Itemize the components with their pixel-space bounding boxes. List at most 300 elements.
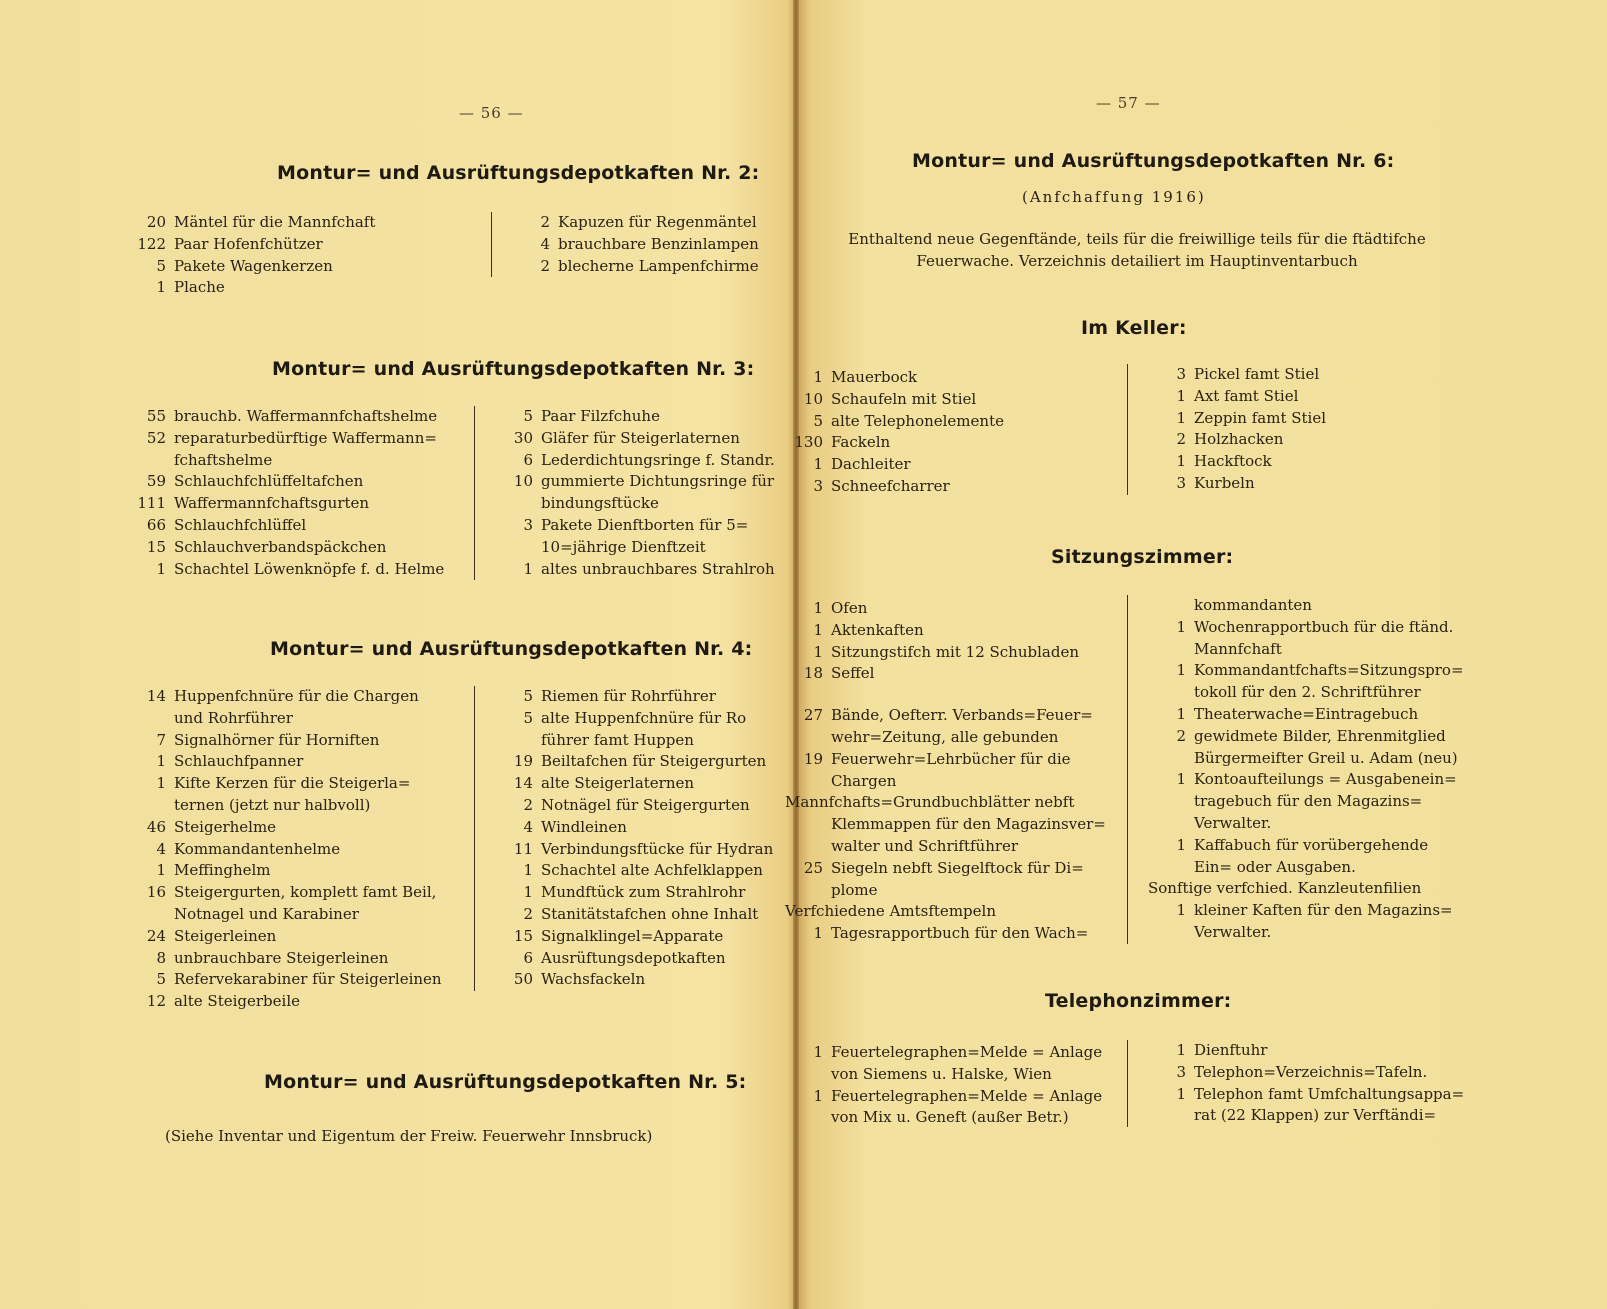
list-item [1148,813,1464,835]
item-quantity: 1 [1176,1084,1186,1103]
list-item [128,751,442,773]
list-item [128,406,444,428]
item-text: Paar Hofenfchützer [174,234,323,253]
item-quantity: 1 [156,278,166,297]
list-item [128,817,442,839]
list-item [495,686,773,708]
list-item [128,730,442,752]
item-quantity: 19 [513,752,533,771]
item-text: Verwalter. [1194,922,1272,941]
item-text: Mundftück zum Strahlrohr [541,883,746,902]
item-quantity [785,814,831,836]
item-quantity: 5 [813,411,823,430]
item-quantity [785,727,831,749]
item-text: Klemmappen für den Magazinsver= [831,815,1106,834]
item-text: Plache [174,278,225,297]
list-item [1148,1040,1464,1062]
item-text: Sitzungstifch mit 12 Schubladen [831,642,1079,661]
section-title-telephonzimmer: Telephonzimmer: [1045,990,1232,1012]
item-quantity: 30 [513,428,533,447]
section-title-nr5: Montur= und Ausrüftungsdepotkaften Nr. 5: [264,1071,747,1093]
list-keller-col1 [785,367,1004,498]
item-text: Dienftuhr [1194,1041,1268,1059]
item-text: Schlauchfpanner [174,752,304,771]
item-quantity [1148,922,1194,944]
list-item [1148,835,1464,857]
list-item [785,389,1004,411]
list-item [128,991,442,1013]
item-quantity [1148,595,1194,617]
item-quantity: 46 [146,817,166,836]
list-item [1148,878,1464,900]
item-text: Chargen [831,771,897,790]
list-item [495,882,773,904]
section-title-nr4: Montur= und Ausrüftungsdepotkaften Nr. 4: [270,638,753,660]
item-quantity [785,771,831,793]
item-text: altes unbrauchbares Strahlroh [541,559,775,578]
item-text: Axt famt Stiel [1194,386,1299,405]
item-quantity: 55 [146,407,166,425]
list-item [495,515,775,537]
list-item [128,471,444,493]
item-text: Pakete Dienftborten für 5= [541,515,749,534]
item-quantity: 6 [523,450,533,469]
item-text: unbrauchbare Steigerleinen [174,948,389,967]
list-item [1148,704,1464,726]
item-quantity: 2 [540,213,550,231]
item-text: Steigerhelme [174,817,277,836]
item-text: Gläfer für Steigerlaternen [541,428,740,447]
item-quantity [1148,791,1194,813]
item-text: alte Huppenfchnüre für Ro [541,708,747,727]
item-text: Hackftock [1194,452,1272,471]
item-text: ternen (jetzt nur halbvoll) [174,795,371,814]
list-item [785,1107,1102,1129]
list-item [1148,922,1464,944]
item-text: Pickel famt Stiel [1194,365,1320,383]
item-text: 10=jährige Dienftzeit [541,537,706,556]
item-quantity [1148,813,1194,835]
list-item [495,751,773,773]
item-quantity: 1 [1176,661,1186,680]
item-text: Verwalter. [1194,813,1272,832]
item-quantity: 24 [146,926,166,945]
item-quantity: 1 [1176,704,1186,723]
item-text: Aktenkaften [831,620,924,639]
item-quantity: 1 [1176,770,1186,789]
list-item [1148,617,1464,639]
item-quantity [128,708,174,730]
list-item [1148,595,1464,617]
item-quantity: 5 [156,256,166,275]
item-quantity: 5 [523,708,533,727]
item-quantity: 2 [523,795,533,814]
item-quantity: 3 [1176,365,1186,383]
item-text: Signalhörner für Horniften [174,730,380,749]
item-quantity: 1 [813,924,823,943]
item-text: Beiltafchen für Steigergurten [541,752,767,771]
item-text: brauchbare Benzinlampen [558,234,759,253]
list-item [785,1086,1102,1108]
list-item [495,730,773,752]
item-text: Refervekarabiner für Steigerleinen [174,970,442,989]
list-item [1148,451,1326,473]
section-note-nr5: (Siehe Inventar und Eigentum der Freiw. Feuerwehr Innsbruck) [165,1127,653,1145]
item-text: Paar Filzfchuhe [541,407,660,425]
item-quantity: 14 [513,774,533,793]
item-quantity: 1 [523,559,533,578]
list-item [785,814,1106,836]
list-nr2-col1 [128,212,375,299]
list-item [1148,769,1464,791]
item-text: blecherne Lampenfchirme [558,256,759,275]
item-quantity: 14 [146,687,166,705]
item-quantity: 3 [1176,473,1186,492]
list-nr4-col2 [474,686,773,991]
list-item [785,1042,1102,1064]
item-quantity: 18 [803,664,823,683]
item-quantity: 12 [146,992,166,1011]
item-text: Schlauchverbandspäckchen [174,537,387,556]
list-item [1148,748,1464,770]
item-quantity: 1 [156,861,166,880]
item-quantity [128,795,174,817]
list-item [495,428,775,450]
item-text: alte Steigerbeile [174,992,300,1011]
item-quantity [785,836,831,858]
item-quantity: 4 [523,817,533,836]
section-title-sitzungszimmer: Sitzungszimmer: [1051,546,1234,568]
item-quantity: 1 [813,599,823,617]
list-item [785,727,1106,749]
item-quantity: 7 [156,730,166,749]
list-item [128,428,444,450]
item-text: Mäntel für die Mannfchaft [174,213,376,231]
item-quantity: 4 [540,234,550,253]
item-quantity [1148,1105,1194,1127]
list-item [128,686,442,708]
list-keller-col2 [1127,364,1326,495]
list-item [128,559,444,581]
list-item [785,620,1106,642]
item-text: Feuertelegraphen=Melde = Anlage [831,1086,1103,1105]
item-text: Notnagel und Karabiner [174,904,359,923]
item-text: Riemen für Rohrführer [541,687,716,705]
list-item [1148,791,1464,813]
item-text: Wachsfackeln [541,970,646,989]
item-quantity: 1 [1176,901,1186,920]
list-item [1148,900,1464,922]
list-item [1148,639,1464,661]
item-text: Schlauchfchlüffeltafchen [174,472,364,491]
item-text: von Siemens u. Halske, Wien [831,1064,1052,1083]
list-item [128,708,442,730]
list-item [1148,408,1326,430]
item-text: Siegeln nebft Siegelftock für Di= [831,858,1084,877]
item-quantity [785,1064,831,1086]
list-item [785,792,1106,814]
list-nr2-col2 [491,212,759,277]
list-item [785,411,1004,433]
item-quantity: 122 [137,234,166,253]
list-item [785,1064,1102,1086]
item-text: Telephon=Verzeichnis=Tafeln. [1194,1062,1428,1081]
item-text: Waffermannfchaftsgurten [174,494,370,513]
item-text: bindungsftücke [541,494,659,513]
list-item [1148,660,1464,682]
item-quantity: 1 [1176,1041,1186,1059]
list-item [785,432,1004,454]
item-text: brauchb. Waffermannfchaftshelme [174,407,438,425]
list-item [495,817,773,839]
list-item [128,882,442,904]
item-text: Dachleiter [831,455,911,474]
item-text: von Mix u. Geneft (außer Betr.) [831,1108,1069,1127]
item-quantity: 3 [1176,1062,1186,1081]
list-item [785,858,1106,880]
item-quantity: 1 [1176,835,1186,854]
item-text: Verfchiedene Amtsftempeln [785,902,996,921]
item-quantity: 50 [513,970,533,989]
right-page [785,0,1607,1309]
list-item [495,773,773,795]
item-quantity: 1 [156,752,166,771]
list-item [495,493,775,515]
note-line-1: Enthaltend neue Gegenftände, teils für die freiwillige teils für die ftädtifche [848,230,1426,248]
list-item [128,948,442,970]
list-item [128,926,442,948]
item-quantity [785,880,831,902]
list-item [785,923,1106,945]
item-text: plome [831,880,878,899]
list-item [785,771,1106,793]
list-sitzungszimmer-col2 [1127,595,1464,944]
item-text: Kaffabuch für vorübergehende [1194,835,1429,854]
item-quantity: 52 [146,428,166,447]
item-text: gummierte Dichtungsringe für [541,472,775,491]
list-item [128,773,442,795]
item-text: Mannfchaft [1194,639,1282,658]
list-sitzungszimmer-col1 [785,598,1106,945]
item-text: Wochenrapportbuch für die ftänd. [1194,617,1454,636]
item-text: Theaterwache=Eintragebuch [1194,704,1419,723]
item-quantity [1148,857,1194,879]
item-text: Zeppin famt Stiel [1194,408,1327,427]
list-item [495,860,773,882]
list-spacer [785,685,1106,705]
list-item [1148,857,1464,879]
list-item [1148,473,1326,495]
item-text: Bände, Oefterr. Verbands=Feuer= [831,706,1093,725]
list-item [785,663,1106,685]
item-quantity: 1 [813,620,823,639]
item-quantity: 3 [813,476,823,495]
item-text: Kommandantfchafts=Sitzungspro= [1194,661,1464,680]
item-text: Verbindungsftücke für Hydran [541,839,774,858]
item-quantity: 10 [513,472,533,491]
section-note-nr6 [817,228,1457,272]
item-text: tragebuch für den Magazins= [1194,792,1423,811]
item-text: Mauerbock [831,368,918,386]
section-subtitle-nr6: (Anfchaffung 1916) [1022,188,1206,206]
item-text: Feuertelegraphen=Melde = Anlage [831,1043,1103,1061]
section-title-nr3: Montur= und Ausrüftungsdepotkaften Nr. 3: [272,358,755,380]
list-item [785,642,1106,664]
list-telephonzimmer-col1 [785,1042,1102,1129]
list-item [495,708,773,730]
item-text: Holzhacken [1194,430,1284,449]
item-quantity: 16 [146,883,166,902]
list-item [128,860,442,882]
item-text: Meffinghelm [174,861,271,880]
list-item [495,904,773,926]
item-text: alte Telephonelemente [831,411,1004,430]
note-line-2: Feuerwache. Verzeichnis detailiert im Hauptinventarbuch [916,252,1358,270]
item-quantity: 2 [523,904,533,923]
item-quantity: 1 [813,642,823,661]
list-item [128,493,444,515]
item-text: Windleinen [541,817,627,836]
list-item [512,256,759,278]
section-title-keller: Im Keller: [1081,317,1187,339]
list-item [785,598,1106,620]
item-quantity [1148,682,1194,704]
item-text: Huppenfchnüre für die Chargen [174,687,419,705]
list-item [495,559,775,581]
list-item [128,234,375,256]
item-text: Schachtel alte Achfelklappen [541,861,763,880]
list-item [128,256,375,278]
item-text: Pakete Wagenkerzen [174,256,333,275]
list-item [785,454,1004,476]
item-text: wehr=Zeitung, alle gebunden [831,727,1059,746]
item-quantity: 130 [794,433,823,452]
item-text: fchaftshelme [174,450,273,469]
item-quantity [1148,748,1194,770]
list-item [128,537,444,559]
item-text: Tagesrapportbuch für den Wach= [831,924,1089,943]
item-quantity: 6 [523,948,533,967]
list-nr3-col2 [474,406,775,580]
list-item [128,515,444,537]
item-quantity: 1 [523,883,533,902]
item-quantity: 3 [523,515,533,534]
section-title-nr6: Montur= und Ausrüftungsdepotkaften Nr. 6: [912,150,1395,172]
item-quantity: 11 [513,839,533,858]
item-quantity: 2 [1176,726,1186,745]
item-quantity: 1 [1176,386,1186,405]
section-title-nr2: Montur= und Ausrüftungsdepotkaften Nr. 2: [277,162,760,184]
item-quantity: 10 [803,389,823,408]
item-text: Kontoaufteilungs = Ausgabenein= [1194,770,1457,789]
list-telephonzimmer-col2 [1127,1040,1464,1127]
item-quantity: 66 [146,515,166,534]
item-text: Sonftige verfchied. Kanzleutenfilien [1148,879,1422,898]
list-item [785,880,1106,902]
item-quantity: 5 [156,970,166,989]
list-item [495,537,775,559]
item-quantity: 5 [523,407,533,425]
list-item [785,749,1106,771]
page-number-right: — 57 — [1096,94,1161,112]
list-item [1148,1084,1464,1106]
list-item [495,795,773,817]
list-item [128,839,442,861]
item-quantity: 1 [813,1043,823,1061]
list-item [495,839,773,861]
item-quantity: 1 [1176,408,1186,427]
list-item [128,212,375,234]
list-item [512,212,759,234]
item-text: Ofen [831,599,868,617]
list-item [495,471,775,493]
item-text: Stanitätstafchen ohne Inhalt [541,904,759,923]
item-text: Schaufeln mit Stiel [831,389,977,408]
item-quantity [495,537,541,559]
item-text: Schachtel Löwenknöpfe f. d. Helme [174,559,445,578]
item-text: Kurbeln [1194,473,1255,492]
item-quantity: 15 [513,926,533,945]
item-quantity [128,904,174,926]
item-text: Schlauchfchlüffel [174,515,307,534]
list-item [1148,386,1326,408]
item-text: Notnägel für Steigergurten [541,795,750,814]
item-text: Schneefcharrer [831,476,950,495]
item-quantity: 1 [813,368,823,386]
list-item [495,948,773,970]
list-nr3-col1 [128,406,444,580]
item-text: Feuerwehr=Lehrbücher für die [831,749,1071,768]
item-text: Ein= oder Ausgaben. [1194,857,1356,876]
item-text: rat (22 Klappen) zur Verftändi= [1194,1106,1437,1125]
item-text: Kifte Kerzen für die Steigerla= [174,774,411,793]
list-nr4-col1 [128,686,442,1013]
item-text: führer famt Huppen [541,730,694,749]
list-item [512,234,759,256]
list-item [1148,429,1326,451]
item-text: kommandanten [1194,596,1312,614]
item-text: Telephon famt Umfchaltungsappa= [1194,1084,1465,1103]
list-item [128,904,442,926]
left-page [0,0,795,1309]
item-quantity: 59 [146,472,166,491]
item-quantity: 1 [813,1086,823,1105]
page-number-left: — 56 — [459,104,524,122]
list-item [785,476,1004,498]
list-item [495,969,773,991]
item-text: Mannfchafts=Grundbuchblätter nebft [785,793,1075,812]
list-item [785,367,1004,389]
item-text: Bürgermeifter Greil u. Adam (neu) [1194,748,1458,767]
item-text: Fackeln [831,433,891,452]
item-quantity: 1 [156,559,166,578]
list-item [495,406,775,428]
item-text: Seffel [831,664,875,683]
item-text: reparaturbedürftige Waffermann= [174,428,437,447]
item-quantity: 25 [803,858,823,877]
item-text: Kapuzen für Regenmäntel [558,213,757,231]
list-item [128,450,444,472]
item-quantity: 15 [146,537,166,556]
item-quantity: 1 [1176,617,1186,636]
item-quantity [1148,639,1194,661]
item-quantity: 8 [156,948,166,967]
item-quantity: 111 [137,494,166,513]
item-quantity: 19 [803,749,823,768]
item-text: walter und Schriftführer [831,836,1019,855]
list-item [1148,1105,1464,1127]
item-quantity [785,1107,831,1129]
